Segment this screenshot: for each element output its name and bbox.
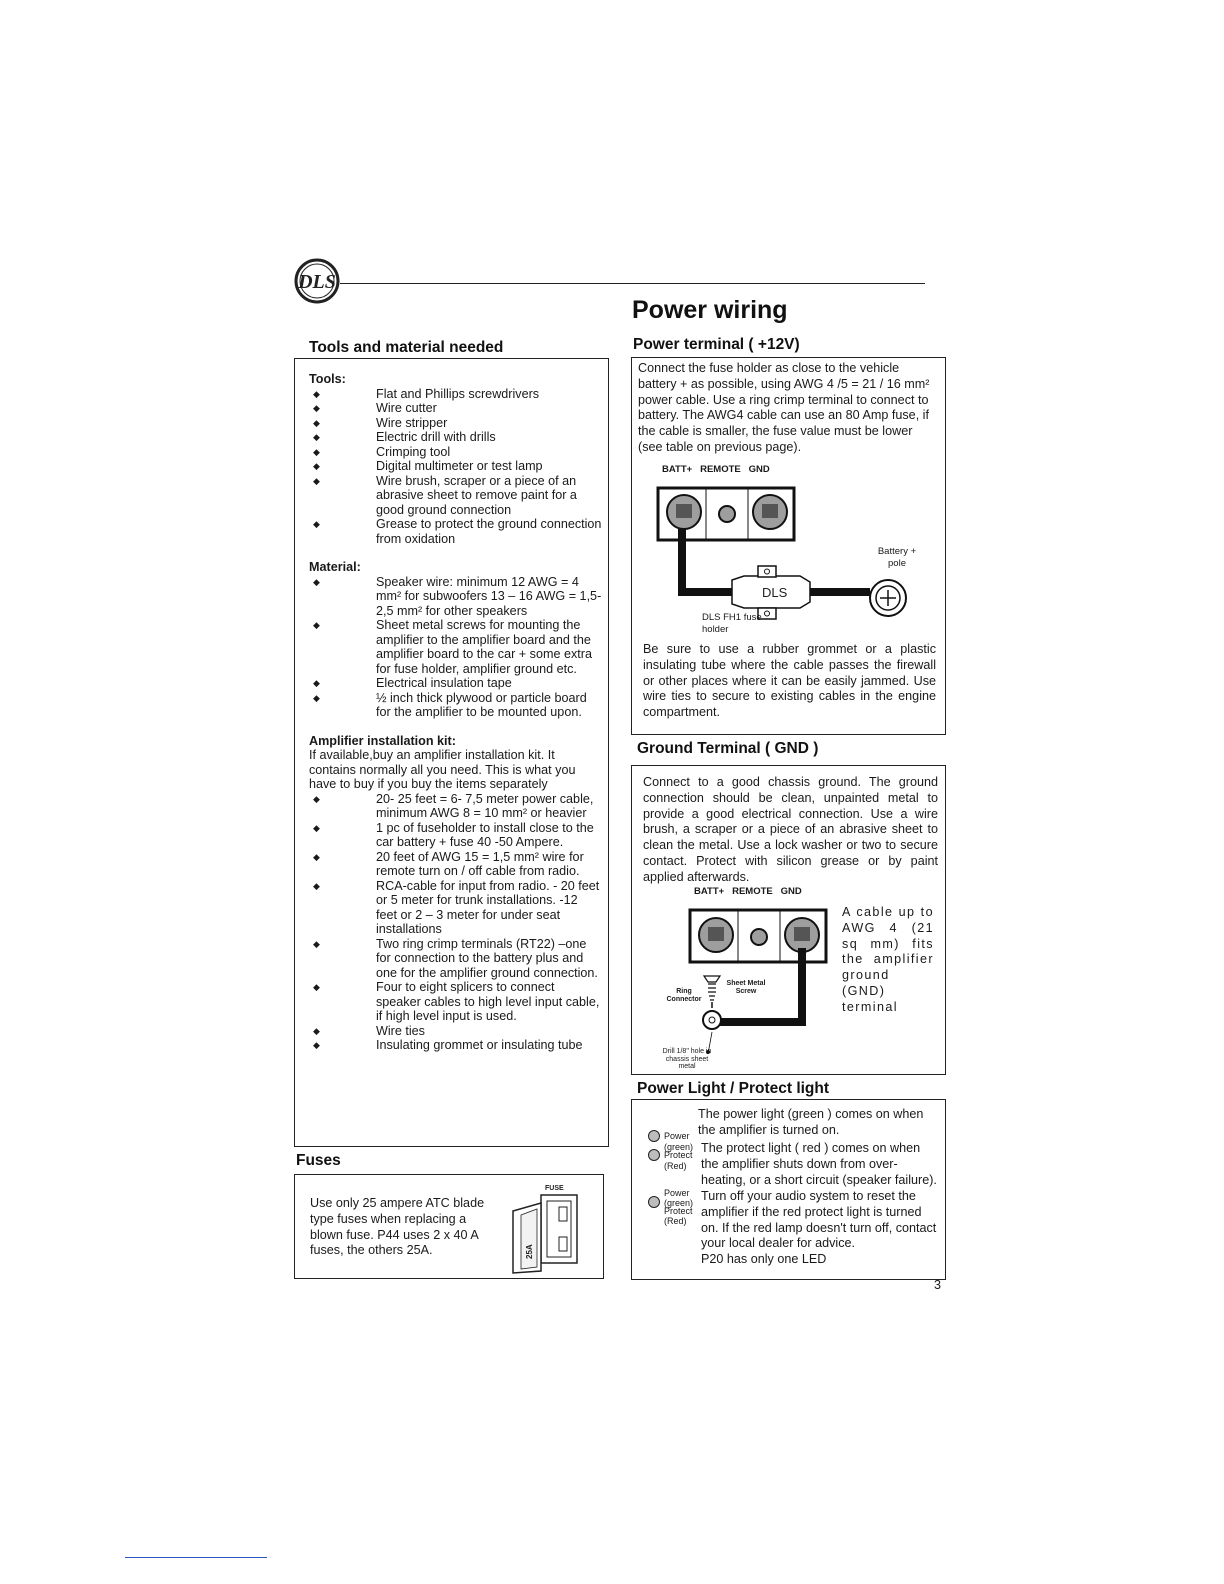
list-item: ◆ Wire stripper — [313, 415, 448, 430]
fuse-holder-label: DLS FH1 fuse holder — [702, 612, 762, 635]
logo-text: DLS — [298, 271, 336, 293]
power-light-text-3: Turn off your audio system to reset the amplifier if the red protect light is turned on. If the red lamp doesn't turn off, contact your local dealer for advice. — [701, 1189, 937, 1251]
power-led-label-2: Power — [664, 1188, 690, 1198]
fuses-text: Use only 25 ampere ATC blade type fuses when replacing a blown fuse. P44 uses 2 x 40 A fuses, the others 25A. — [310, 1196, 485, 1258]
fuses-box — [294, 1174, 604, 1279]
power-terminal-note: Be sure to use a rubber grommet or a plastic insulating tube where the cable passes the firewall or other places where it can be easily jammed. Use wire ties to secure to existing cables in the engine compartment. — [643, 642, 936, 720]
list-item: ◆ Electrical insulation tape — [313, 676, 512, 690]
drill-hole-label: Drill 1/8" hole in chassis sheet metal — [662, 1048, 712, 1070]
power-light-text-2: The protect light ( red ) comes on when the amplifier shuts down from over-heating, or a short circuit (speaker failure). — [701, 1141, 937, 1187]
kit-list — [309, 792, 602, 1053]
protect-led-icon — [648, 1149, 660, 1161]
remote-terminal-icon — [719, 506, 735, 522]
power-terminal-title: Power terminal ( +12V) — [633, 336, 800, 353]
fuse-rating: 25A — [525, 1244, 534, 1259]
list-item: ◆ Grease to protect the ground connection from oxidation — [313, 517, 602, 546]
list-item: ◆ 20 feet of AWG 15 = 1,5 mm² wire for remote turn on / off cable from radio. — [313, 849, 584, 878]
blade-fuse-icon — [507, 1181, 587, 1277]
status-led-icon — [648, 1196, 660, 1208]
power-led-icon — [648, 1130, 660, 1142]
power-terminal-text: Connect the fuse holder as close to the vehicle battery + as possible, using AWG 4 /5 = 21 / 16 mm² power cable. Use a ring crimp terminal to connect to battery. The AWG4 cable can use an 80 Amp fuse, if the cable is smaller, the fuse value must be lower (see table on previous page). — [638, 361, 930, 454]
battery-label: Battery + pole — [877, 546, 917, 569]
power-led-label: Power — [664, 1131, 690, 1141]
list-item: ◆ Four to eight splicers to connect speaker cables to high level input cable, if high level input is used. — [313, 980, 600, 1023]
list-item: ◆ ½ inch thick plywood or particle board for the amplifier to be mounted upon. — [313, 690, 587, 719]
ground-side-note: A cable up to AWG 4 (21 sq mm) fits the amplifier ground (GND) terminal — [842, 905, 934, 1014]
ground-terminal-box — [631, 765, 946, 1075]
list-item: ◆ Sheet metal screws for mounting the amplifier to the amplifier board and the amplifier board to the car + some extra for fuse holder, amplifier ground etc. — [313, 618, 592, 676]
dls-logo-icon — [294, 258, 340, 304]
list-item: ◆ 1 pc of fuseholder to install close to the car battery + fuse 40 -50 Ampere. — [313, 820, 594, 849]
tools-heading: Tools: — [309, 372, 346, 386]
protect-led-label: Protect — [664, 1150, 693, 1160]
list-item: ◆ Insulating grommet or insulating tube — [313, 1038, 583, 1052]
list-item: ◆ Crimping tool — [313, 444, 451, 459]
header-rule — [340, 283, 925, 284]
power-terminal-box — [631, 357, 946, 735]
tools-section-title: Tools and material needed — [309, 339, 504, 356]
kit-heading: Amplifier installation kit: — [309, 733, 456, 748]
footer-rule — [125, 1557, 267, 1558]
material-list — [309, 575, 602, 720]
ground-terminal-labels: BATT+ REMOTE GND — [694, 886, 802, 897]
list-item: ◆ Wire cutter — [313, 401, 437, 415]
fuses-title: Fuses — [296, 1152, 341, 1169]
fuse-holder-brand: DLS — [762, 585, 788, 600]
page-title: Power wiring — [632, 296, 788, 324]
list-item: ◆ Wire ties — [313, 1023, 425, 1038]
power-light-text-1: The power light (green ) comes on when the amplifier is turned on. — [698, 1107, 924, 1137]
list-item: ◆ Speaker wire: minimum 12 AWG = 4 mm² for subwoofers 13 – 16 AWG = 1,5-2,5 mm² for other speakers — [313, 574, 602, 618]
ground-terminal-title: Ground Terminal ( GND ) — [637, 740, 819, 757]
list-item: ◆ RCA-cable for input from radio. - 20 feet or 5 meter for trunk installations. -12 feet or 2 – 3 meter for under seat installations — [313, 878, 600, 936]
led-group-1 — [648, 1130, 693, 1171]
page-number: 3 — [934, 1278, 942, 1292]
list-item: ◆ Electric drill with drills — [313, 430, 496, 444]
power-light-title: Power Light / Protect light — [637, 1080, 830, 1097]
list-item: ◆ Wire brush, scraper or a piece of an abrasive sheet to remove paint for a good ground connection — [313, 473, 577, 517]
ring-connector-label: Ring Connector — [666, 988, 702, 1003]
protect-led-label-2: Protect — [664, 1206, 693, 1216]
tools-box — [294, 358, 609, 1147]
material-heading: Material: — [309, 560, 361, 574]
kit-intro: If available,buy an amplifier installation kit. It contains normally all you need. This is what you have to buy if you buy the items separately — [309, 748, 576, 791]
led-group-2 — [648, 1188, 693, 1226]
power-terminal-labels: BATT+ REMOTE GND — [662, 464, 770, 475]
red-label: (Red) — [664, 1161, 687, 1171]
power-light-text-4: P20 has only one LED — [701, 1252, 827, 1266]
fuse-diagram-label: FUSE — [545, 1185, 564, 1192]
green-label-2: (green) — [664, 1198, 694, 1208]
list-item: ◆ Two ring crimp terminals (RT22) –one for connection to the battery plus and one for the amplifier ground connection. — [313, 936, 598, 980]
sheet-metal-screw-label: Sheet Metal Screw — [726, 980, 766, 995]
screw-icon — [704, 976, 720, 982]
dls-logo — [294, 258, 340, 304]
red-label-2: (Red) — [664, 1216, 687, 1226]
list-item: ◆ Flat and Phillips screwdrivers — [313, 386, 540, 401]
tools-list — [309, 387, 602, 547]
green-label: (green) — [664, 1142, 694, 1152]
ground-terminal-text: Connect to a good chassis ground. The ground connection should be clean, unpainted metal to provide a good electrical connection. Use a wire brush, a scraper or a piece of an abrasive sheet to clean the metal. Use a lock washer or two to secure contact. Protect with silicon grease or by paint applied afterwards. — [643, 775, 938, 884]
power-light-box — [631, 1099, 946, 1280]
list-item: ◆ Digital multimeter or test lamp — [313, 459, 543, 473]
list-item: ◆ 20- 25 feet = 6- 7,5 meter power cable, minimum AWG 8 = 10 mm² or heavier — [313, 791, 594, 820]
